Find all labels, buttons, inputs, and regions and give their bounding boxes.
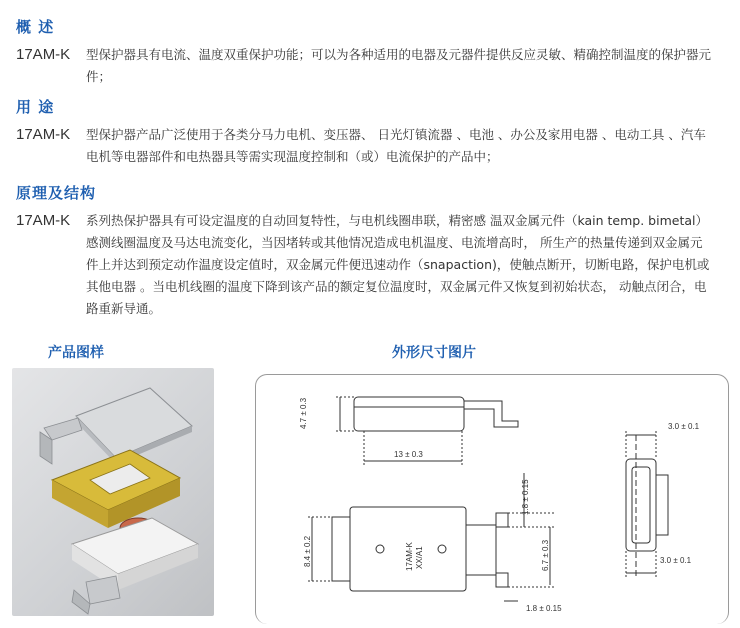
dimension-drawing (255, 374, 729, 624)
overview-text: 型保护器具有电流、温度双重保护功能；可以为各种适用的电器及元器件提供反应灵敏、精确控制温度的保护器元件； (86, 47, 712, 84)
exploded-view-illustration (12, 368, 214, 616)
dim-lead-top-label: 1.8 ± 0.15 (521, 479, 530, 515)
dim-length-label: 13 ± 0.3 (394, 450, 423, 459)
dim-height-label: 4.7 ± 0.3 (299, 397, 308, 429)
drawing-caption: 外形尺寸图片 (392, 345, 476, 361)
model-name: 17AM-K (16, 46, 71, 63)
side-view (336, 397, 518, 467)
section-usage-paragraph (16, 124, 712, 168)
section-overview-title: 概 述 (16, 18, 55, 36)
dim-side-top-label: 3.0 ± 0.1 (668, 422, 700, 431)
dim-side-bottom-label: 3.0 ± 0.1 (660, 556, 692, 565)
top-view (308, 473, 556, 591)
dim-width-label: 8.4 ± 0.2 (303, 535, 312, 567)
marking-code: XX/A1 (415, 546, 424, 569)
model-name: 17AM-K (16, 212, 71, 229)
section-usage-title: 用 途 (16, 98, 55, 116)
product-photo (12, 368, 214, 616)
marking-model: 17AM-K (405, 542, 414, 571)
section-principle-title: 原理及结构 (16, 184, 97, 202)
dim-lead-bottom-label: 1.8 ± 0.15 (526, 604, 562, 613)
principle-text: 系列热保护器具有可设定温度的自动回复特性，与电机线圈串联，精密感 温双金属元件（kain temp. bimetal）感测线圈温度及马达电流变化，当因堵转或其他情况造成电机温度、电流增高时， 所生产的热量传递到双金属元件上并达到预定动作温度设定值时，双金属元件便迅速动作（snapaction)，使触点断开，切断电路，保护电机或其他电器 。当电机线圈的温度下降到该产品的额定复位温度时，双金属元件又恢复到初始状态， 动触点闭合，电路重新导通。 (86, 213, 710, 316)
section-principle-paragraph (16, 210, 712, 320)
section-overview-paragraph (16, 44, 712, 88)
usage-text: 型保护器产品广泛使用于各类分马力电机、变压器、 日光灯镇流器 、电池 、办公及家用电器 、电动工具 、汽车电机等电器部件和电热器具等需实现温度控制和（或）电流保护的产品中； (86, 127, 706, 164)
drawing-canvas (256, 375, 728, 624)
photo-caption: 产品图样 (48, 345, 104, 361)
model-name: 17AM-K (16, 126, 71, 143)
dim-lead-mid-label: 6.7 ± 0.3 (541, 539, 550, 571)
